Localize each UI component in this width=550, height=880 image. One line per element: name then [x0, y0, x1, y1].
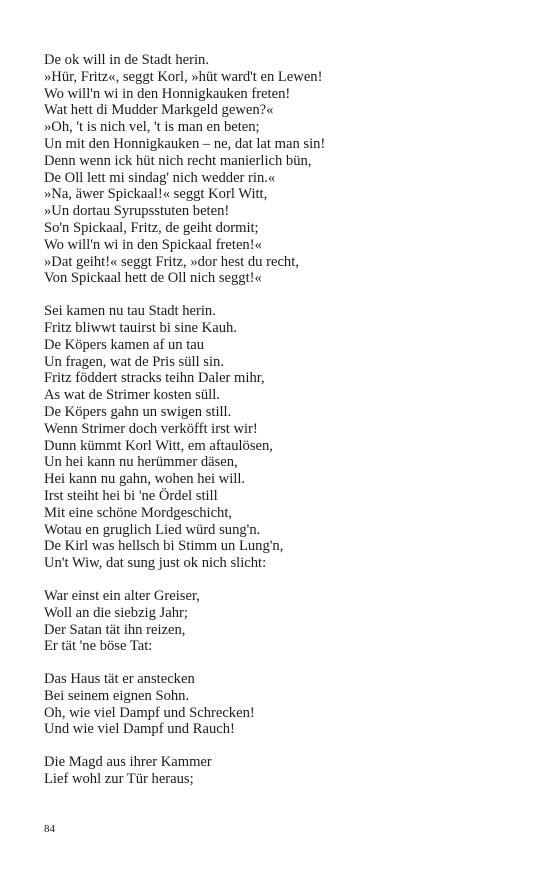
verse-line: »Oh, 't is nich vel, 't is man en beten; — [44, 119, 260, 136]
verse-line: De Kirl was hellsch bi Stimm un Lung'n, — [44, 538, 284, 555]
verse-line: »Hür, Fritz«, seggt Korl, »hüt ward't en Lewen! — [44, 68, 323, 85]
verse-line: Bei seinem eignen Sohn. — [44, 687, 190, 704]
verse-line: De Köpers kamen af un tau — [44, 336, 205, 353]
verse-line: »Dat geiht!« seggt Fritz, »dor hest du recht, — [44, 253, 299, 270]
verse-line: War einst ein alter Greiser, — [44, 587, 200, 604]
verse-line: De ok will in de Stadt herin. — [44, 52, 209, 68]
verse-line: »Na, äwer Spickaal!« seggt Korl Witt, — [44, 186, 268, 203]
verse-line: Die Magd aus ihrer Kammer — [44, 754, 212, 771]
verse-line: Un't Wiw, dat sung just ok nich slicht: — [44, 555, 267, 572]
verse-line: Oh, wie viel Dampf und Schrecken! — [44, 704, 255, 721]
stanza — [44, 671, 514, 738]
verse-line: Irst steiht hei bi 'ne Ördel still — [44, 487, 218, 504]
verse-line: De Oll lett mi sindag' nich wedder rin.« — [44, 169, 276, 186]
verse-line: Denn wenn ick hüt nich recht manierlich bün, — [44, 152, 312, 169]
verse-line: Lief wohl zur Tür heraus; — [44, 771, 194, 788]
verse-line: Und wie viel Dampf und Rauch! — [44, 721, 235, 738]
verse-line: »Un dortau Syrupsstuten beten! — [44, 203, 230, 220]
verse-line: Wotau en gruglich Lied würd sung'n. — [44, 521, 261, 538]
stanza — [44, 754, 514, 788]
stanza — [44, 52, 514, 287]
verse-line: Der Satan tät ihn reizen, — [44, 621, 186, 638]
verse-line: Un mit den Honnigkauken – ne, dat lat man sin! — [44, 135, 326, 152]
verse-line: Sei kamen nu tau Stadt herin. — [44, 303, 216, 320]
poem-text — [44, 52, 514, 804]
stanza — [44, 588, 514, 655]
verse-line: Er tät 'ne böse Tat: — [44, 638, 153, 655]
verse-line: Fritz bliwwt tauirst bi sine Kauh. — [44, 319, 237, 336]
stanza — [44, 303, 514, 572]
verse-line: Dunn kümmt Korl Witt, em aftaulösen, — [44, 437, 273, 454]
verse-line: Fritz föddert stracks teihn Daler mihr, — [44, 370, 265, 387]
verse-line: Hei kann nu gahn, wohen hei will. — [44, 471, 246, 488]
verse-line: Wenn Strimer doch verköfft irst wir! — [44, 420, 258, 437]
verse-line: Wo will'n wi in den Spickaal freten!« — [44, 236, 262, 253]
page-number: 84 — [44, 823, 55, 835]
verse-line: Von Spickaal hett de Oll nich seggt!« — [44, 270, 262, 287]
verse-line: Wo will'n wi in den Honnigkauken freten! — [44, 85, 291, 102]
verse-line: Un hei kann nu herümmer däsen, — [44, 454, 238, 471]
verse-line: As wat de Strimer kosten süll. — [44, 387, 220, 404]
verse-line: So'n Spickaal, Fritz, de geiht dormit; — [44, 219, 259, 236]
verse-line: Das Haus tät er anstecken — [44, 671, 195, 688]
verse-line: Wat hett di Mudder Markgeld gewen?« — [44, 102, 274, 119]
verse-line: Woll an die siebzig Jahr; — [44, 604, 188, 621]
verse-line: De Köpers gahn un swigen still. — [44, 403, 232, 420]
verse-line: Mit eine schöne Mordgeschicht, — [44, 504, 233, 521]
verse-line: Un fragen, wat de Pris süll sin. — [44, 353, 224, 370]
